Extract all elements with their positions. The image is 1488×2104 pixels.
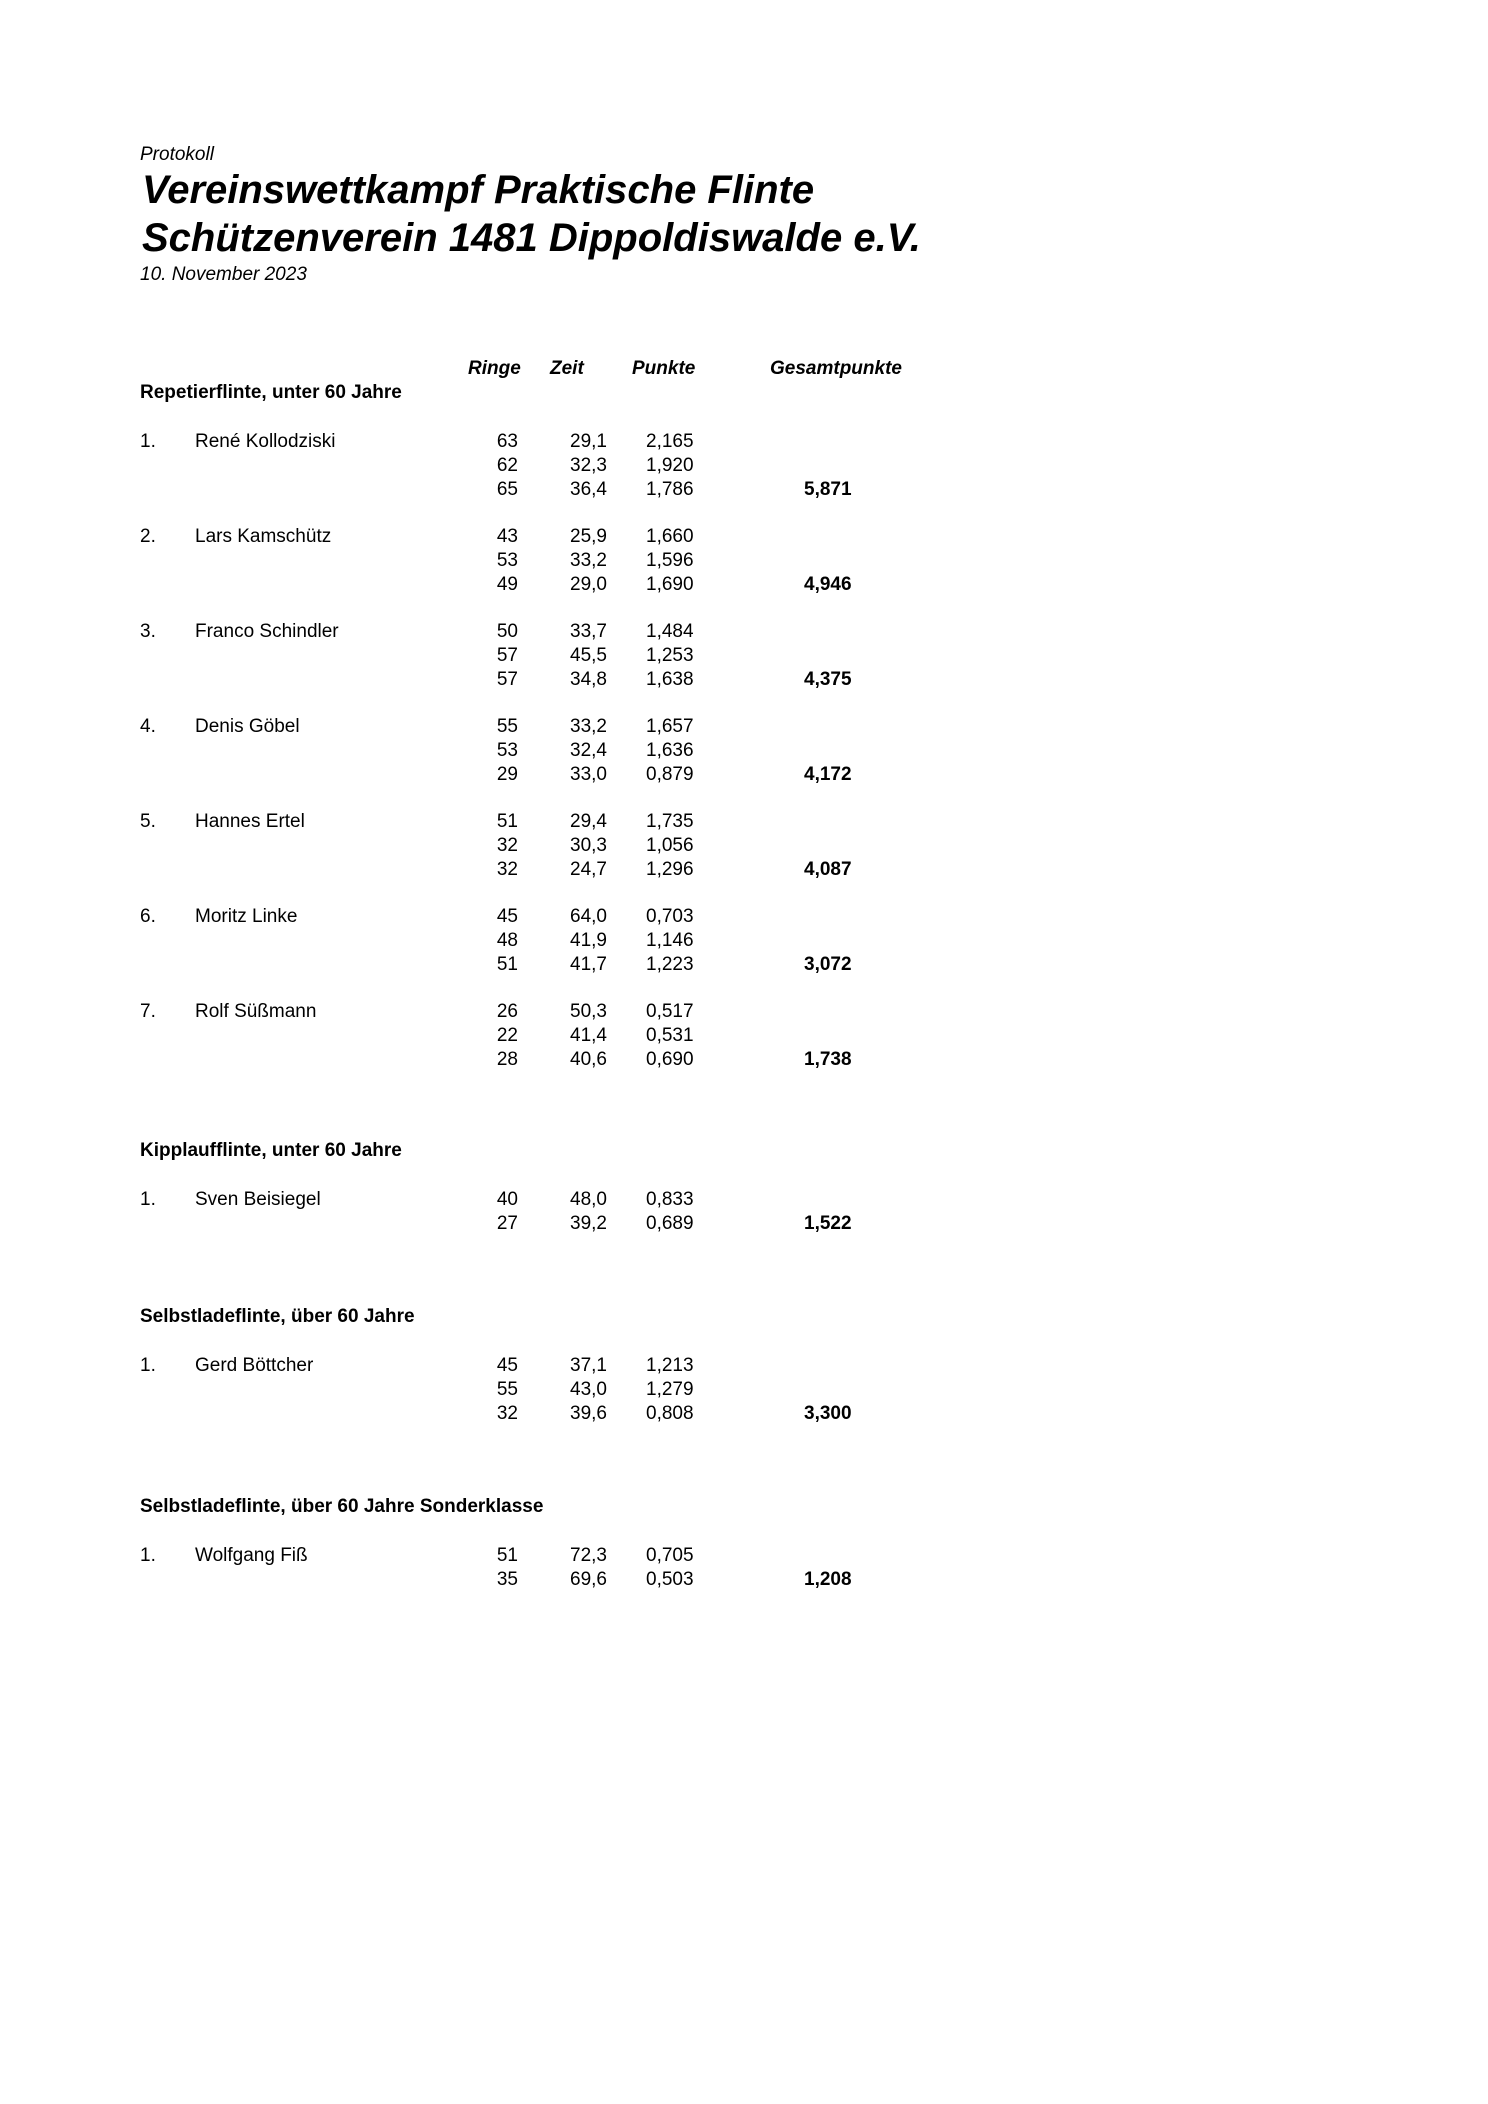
run-punkte: 1,690 [646, 573, 694, 595]
run-zeit: 33,2 [570, 716, 607, 737]
run-ringe: 51 [496, 1545, 518, 1566]
run-punkte: 0,703 [646, 906, 694, 927]
entry-total: 4,375 [804, 668, 852, 690]
run-ringe: 35 [496, 1568, 518, 1590]
document-kicker: Protokoll [140, 144, 214, 165]
entry-total: 5,871 [804, 478, 852, 500]
run-zeit: 50,3 [570, 1001, 607, 1022]
run-zeit: 41,7 [570, 953, 607, 975]
run-ringe: 28 [496, 1048, 518, 1070]
run-zeit: 43,0 [570, 1378, 607, 1400]
run-ringe: 29 [496, 763, 518, 785]
run-punkte: 1,660 [646, 526, 694, 547]
column-header-ringe: Ringe [468, 358, 521, 379]
entry-total: 1,522 [804, 1212, 852, 1234]
run-ringe: 55 [496, 1378, 518, 1400]
run-zeit: 33,0 [570, 763, 607, 785]
run-zeit: 33,2 [570, 549, 607, 571]
run-ringe: 51 [496, 953, 518, 975]
run-ringe: 32 [496, 834, 518, 856]
run-punkte: 0,879 [646, 763, 694, 785]
run-ringe: 57 [496, 668, 518, 690]
run-punkte: 1,253 [646, 644, 694, 666]
entry-name: Gerd Böttcher [195, 1355, 314, 1376]
entry-name: Wolfgang Fiß [195, 1545, 308, 1566]
entry-total: 4,946 [804, 573, 852, 595]
run-punkte: 1,636 [646, 739, 694, 761]
run-ringe: 22 [496, 1024, 518, 1046]
run-punkte: 0,705 [646, 1545, 694, 1566]
run-ringe: 50 [496, 621, 518, 642]
section-title: Kipplaufflinte, unter 60 Jahre [140, 1140, 402, 1161]
run-ringe: 53 [496, 739, 518, 761]
document-title-line1: Vereinswettkampf Praktische Flinte [142, 168, 815, 212]
section-title: Repetierflinte, unter 60 Jahre [140, 382, 402, 403]
run-punkte: 1,657 [646, 716, 694, 737]
entry-name: Sven Beisiegel [195, 1189, 321, 1210]
document-date: 10. November 2023 [140, 264, 307, 285]
run-punkte: 1,146 [646, 929, 694, 951]
run-zeit: 29,0 [570, 573, 607, 595]
entry-rank: 2. [140, 526, 156, 547]
run-ringe: 45 [496, 906, 518, 927]
run-zeit: 36,4 [570, 478, 607, 500]
run-ringe: 51 [496, 811, 518, 832]
entry-rank: 1. [140, 1189, 156, 1210]
run-punkte: 1,786 [646, 478, 694, 500]
column-header-punkte: Punkte [632, 358, 696, 379]
run-punkte: 0,689 [646, 1212, 694, 1234]
run-punkte: 1,484 [646, 621, 694, 642]
run-zeit: 64,0 [570, 906, 607, 927]
run-punkte: 1,213 [646, 1355, 694, 1376]
entry-total: 1,738 [804, 1048, 852, 1070]
run-punkte: 0,833 [646, 1189, 694, 1210]
run-zeit: 30,3 [570, 834, 607, 856]
run-zeit: 72,3 [570, 1545, 607, 1566]
run-ringe: 65 [496, 478, 518, 500]
run-punkte: 1,735 [646, 811, 694, 832]
run-punkte: 2,165 [646, 431, 694, 452]
run-punkte: 1,920 [646, 454, 694, 476]
run-zeit: 33,7 [570, 621, 607, 642]
section-title: Selbstladeflinte, über 60 Jahre [140, 1306, 415, 1327]
run-zeit: 69,6 [570, 1568, 607, 1590]
entry-name: Rolf Süßmann [195, 1001, 317, 1022]
run-ringe: 49 [496, 573, 518, 595]
run-ringe: 53 [496, 549, 518, 571]
run-ringe: 40 [496, 1189, 518, 1210]
run-punkte: 0,690 [646, 1048, 694, 1070]
run-zeit: 32,3 [570, 454, 607, 476]
entry-name: Franco Schindler [195, 621, 339, 642]
run-punkte: 1,596 [646, 549, 694, 571]
run-punkte: 1,638 [646, 668, 694, 690]
run-ringe: 43 [496, 526, 518, 547]
run-zeit: 40,6 [570, 1048, 607, 1070]
run-ringe: 62 [496, 454, 518, 476]
entry-name: Moritz Linke [195, 906, 298, 927]
run-ringe: 63 [496, 431, 518, 452]
run-punkte: 1,056 [646, 834, 694, 856]
entry-name: Denis Göbel [195, 716, 300, 737]
run-zeit: 34,8 [570, 668, 607, 690]
entry-rank: 6. [140, 906, 156, 927]
run-punkte: 1,223 [646, 953, 694, 975]
run-zeit: 32,4 [570, 739, 607, 761]
column-header-gesamtpunkte: Gesamtpunkte [770, 358, 902, 379]
entry-rank: 5. [140, 811, 156, 832]
run-punkte: 0,808 [646, 1402, 694, 1424]
run-ringe: 32 [496, 1402, 518, 1424]
run-punkte: 0,531 [646, 1024, 694, 1046]
entry-name: René Kollodziski [195, 431, 336, 452]
run-ringe: 48 [496, 929, 518, 951]
run-zeit: 25,9 [570, 526, 607, 547]
run-zeit: 29,1 [570, 431, 607, 452]
run-ringe: 32 [496, 858, 518, 880]
run-ringe: 45 [496, 1355, 518, 1376]
run-punkte: 1,279 [646, 1378, 694, 1400]
entry-rank: 1. [140, 1545, 156, 1566]
run-ringe: 27 [496, 1212, 518, 1234]
entry-total: 3,300 [804, 1402, 852, 1424]
section-title: Selbstladeflinte, über 60 Jahre Sonderklasse [140, 1496, 544, 1517]
entry-name: Hannes Ertel [195, 811, 305, 832]
entry-total: 4,172 [804, 763, 852, 785]
run-punkte: 0,503 [646, 1568, 694, 1590]
run-zeit: 29,4 [570, 811, 607, 832]
run-ringe: 26 [496, 1001, 518, 1022]
entry-rank: 1. [140, 1355, 156, 1376]
entry-total: 4,087 [804, 858, 852, 880]
entry-rank: 3. [140, 621, 156, 642]
run-punkte: 1,296 [646, 858, 694, 880]
entry-total: 1,208 [804, 1568, 852, 1590]
run-punkte: 0,517 [646, 1001, 694, 1022]
run-zeit: 37,1 [570, 1355, 607, 1376]
entry-total: 3,072 [804, 953, 852, 975]
run-zeit: 41,9 [570, 929, 607, 951]
entry-name: Lars Kamschütz [195, 526, 332, 547]
run-zeit: 45,5 [570, 644, 607, 666]
document-title-line2: Schützenverein 1481 Dippoldiswalde e.V. [142, 216, 921, 260]
entry-rank: 7. [140, 1001, 156, 1022]
run-ringe: 55 [496, 716, 518, 737]
run-ringe: 57 [496, 644, 518, 666]
column-header-zeit: Zeit [550, 358, 584, 379]
entry-rank: 1. [140, 431, 156, 452]
run-zeit: 48,0 [570, 1189, 607, 1210]
run-zeit: 41,4 [570, 1024, 607, 1046]
run-zeit: 39,2 [570, 1212, 607, 1234]
run-zeit: 24,7 [570, 858, 607, 880]
run-zeit: 39,6 [570, 1402, 607, 1424]
entry-rank: 4. [140, 716, 156, 737]
